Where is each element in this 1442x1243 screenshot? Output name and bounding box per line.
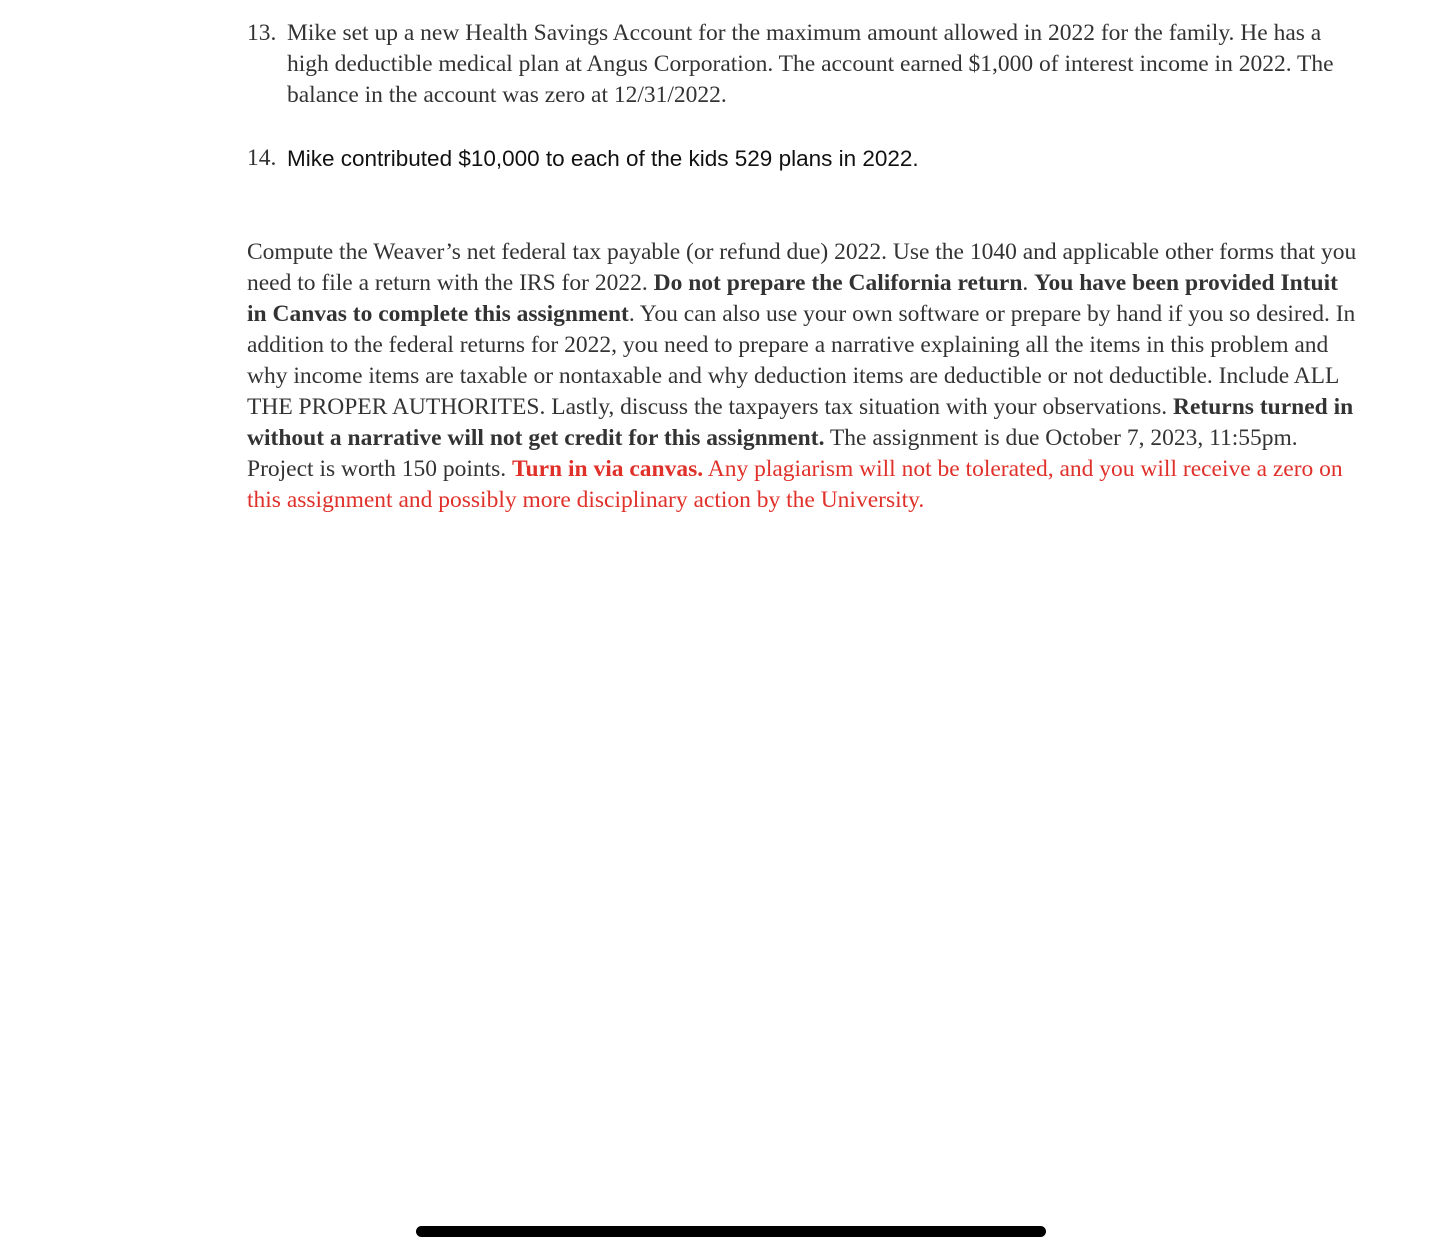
instructions-plagiarism-warning: Any plagiarism will not be tolerated, and you will receive a zero on this assignment and possibly more disciplinary action by the University. [247,456,1343,513]
instructions-bold-california: Do not prepare the California return [653,270,1023,296]
list-item-14 [247,143,1357,174]
instructions-turn-in: Turn in via canvas. [512,456,704,482]
list-item-13 [247,18,1357,111]
document-page [247,18,1357,540]
list-item-number: 13. [247,20,277,46]
list-item-number: 14. [247,145,277,171]
instructions-text: Compute the Weaver’s net federal tax payable (or refund due) 2022. Use the 1040 and applicable other forms that you need to file a return with the IRS for 2022. [247,239,1357,296]
instructions-due-date: The assignment is due October 7, 2023, 11:55pm. Project is worth 150 points. [247,425,1298,482]
instructions-bold-intuit: You have been provided Intuit in Canvas to complete this assignment [247,270,1338,327]
instructions-text: . [1022,270,1035,296]
instructions-text: . You can also use your own software or prepare by hand if you so desired. In addition to the federal returns for 2022, you need to prepare a narrative explaining all the items in this problem and why income items are taxable or nontaxable and why deduction items are deductible or not deductible. Include ALL THE PROPER AUTHORITES. Lastly, discuss the taxpayers tax situation with your observations. [247,301,1356,420]
assignment-instructions [247,237,1357,516]
list-item-text: Mike set up a new Health Savings Account for the maximum amount allowed in 2022 for the family. He has a high deductible medical plan at Angus Corporation. The account earned $1,000 of interest income in 2022. The balance in the account was zero at 12/31/2022. [287,20,1334,108]
list-item-text: Mike contributed $10,000 to each of the kids 529 plans in 2022. [287,146,919,171]
instructions-bold-narrative-warning: Returns turned in without a narrative will not get credit for this assignment. [247,394,1354,451]
home-indicator-bar[interactable] [416,1226,1046,1237]
